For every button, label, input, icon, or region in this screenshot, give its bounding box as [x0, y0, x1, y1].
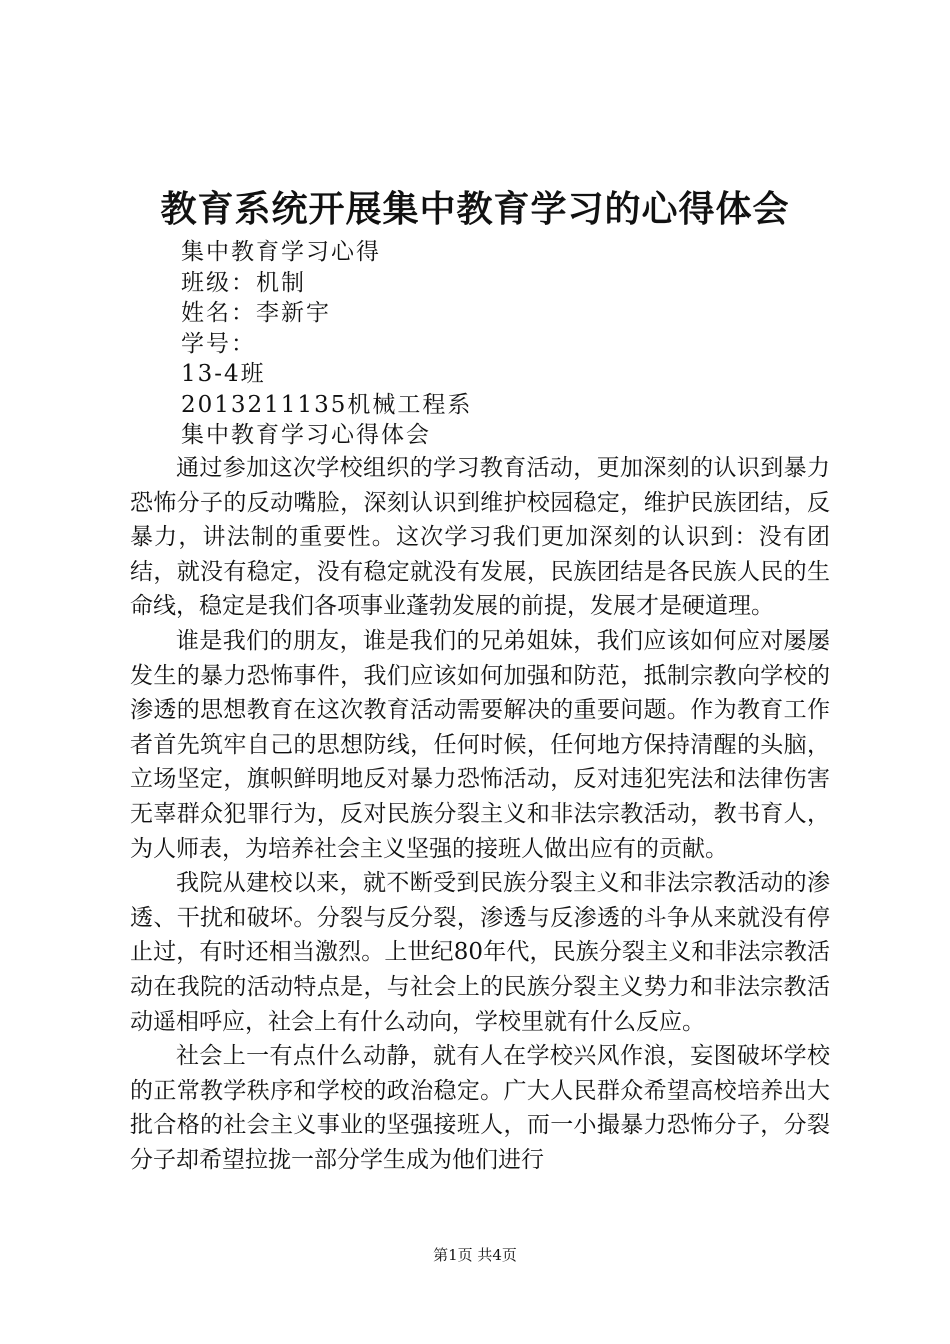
body-paragraph-4: 社会上一有点什么动静，就有人在学校兴风作浪，妄图破坏学校的正常教学秩序和学校的政治稳定。广大人民群众希望高校培养出大批合格的社会主义事业的坚强接班人，而一小撮暴力恐怖分子，分裂分子却希望拉拢一部分学生成为他们进行: [130, 1043, 830, 1173]
meta-line-class-number: 13-4班: [181, 361, 266, 387]
body-paragraph-1: 通过参加这次学校组织的学习教育活动，更加深刻的认识到暴力恐怖分子的反动嘴脸，深刻认识到维护校园稳定，维护民族团结，反暴力，讲法制的重要性。这次学习我们更加深刻的认识到：没有团结，就没有稳定，没有稳定就没有发展，民族团结是各民族人民的生命线，稳定是我们各项事业蓬勃发展的前提，发展才是硬道理。: [130, 455, 830, 620]
meta-line-student-id-department: 2013211135机械工程系: [181, 391, 473, 418]
document-body: [130, 451, 830, 1177]
body-paragraph-2: 谁是我们的朋友，谁是我们的兄弟姐妹，我们应该如何应对屡屡发生的暴力恐怖事件，我们应该如何加强和防范，抵制宗教向学校的渗透的思想教育在这次教育活动需要解决的重要问题。作为教育工作者首先筑牢自己的思想防线，任何时候，任何地方保持清醒的头脑，立场坚定，旗帜鲜明地反对暴力恐怖活动，反对违犯宪法和法律伤害无辜群众犯罪行为，反对民族分裂主义和非法宗教活动，教书育人，为人师表，为培养社会主义坚强的接班人做出应有的贡献。: [130, 627, 830, 862]
meta-line-subtitle: 集中教育学习心得体会: [181, 422, 431, 448]
meta-line-student-id-label: 学号：: [181, 330, 256, 357]
meta-line-class: 班级：机制: [181, 269, 306, 296]
document-meta: [181, 237, 472, 451]
page-footer: 第1页 共4页: [433, 1246, 517, 1264]
document-title: 教育系统开展集中教育学习的心得体会: [160, 188, 790, 230]
meta-line-topic: 集中教育学习心得: [181, 239, 381, 265]
meta-line-name: 姓名：李新宇: [181, 300, 331, 326]
body-paragraph-3: 我院从建校以来，就不断受到民族分裂主义和非法宗教活动的渗透、干扰和破坏。分裂与反分裂，渗透与反渗透的斗争从来就没有停止过，有时还相当激烈。上世纪80年代，民族分裂主义和非法宗教活动在我院的活动特点是，与社会上的民族分裂主义势力和非法宗教活动遥相呼应，社会上有什么动向，学校里就有什么反应。: [130, 870, 830, 1035]
